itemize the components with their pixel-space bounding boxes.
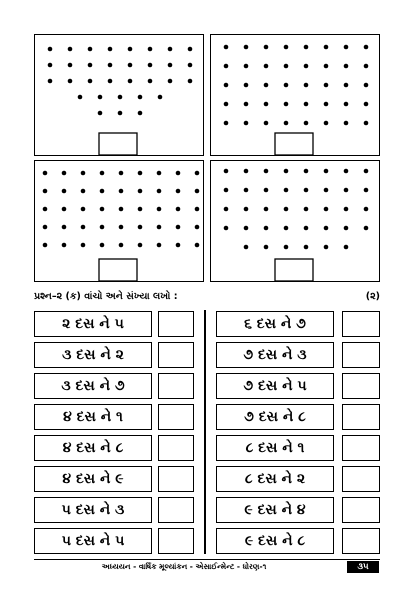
answer-box[interactable]	[158, 311, 194, 337]
dot-panel-2	[210, 34, 380, 156]
answer-box[interactable]	[342, 528, 380, 554]
exercise-prompt	[34, 497, 152, 523]
answer-box[interactable]	[342, 435, 380, 461]
dot	[195, 189, 200, 194]
dot	[324, 245, 329, 250]
dot-grid-4	[211, 161, 381, 283]
dot	[264, 64, 269, 69]
exercise-prompt	[216, 435, 334, 461]
dot	[148, 47, 153, 52]
exercise-row	[216, 466, 380, 492]
dot	[224, 121, 229, 126]
exercise-prompt	[216, 373, 334, 399]
dot	[118, 111, 123, 116]
dot	[224, 83, 229, 88]
dot	[108, 63, 113, 68]
dot	[98, 111, 103, 116]
dot	[88, 63, 93, 68]
exercise-text: ૩ દસ ને ૨	[62, 347, 124, 363]
dot	[195, 225, 200, 230]
dot	[119, 225, 124, 230]
exercise-row	[34, 342, 194, 368]
dot	[43, 207, 48, 212]
dot	[119, 189, 124, 194]
exercise-row	[216, 311, 380, 337]
dot	[244, 64, 249, 69]
dot	[138, 95, 143, 100]
dot	[324, 45, 329, 50]
dot	[364, 45, 369, 50]
exercise-prompt	[216, 466, 334, 492]
exercise-prompt	[34, 311, 152, 337]
answer-box[interactable]	[158, 373, 194, 399]
answer-box[interactable]	[342, 342, 380, 368]
dot	[344, 83, 349, 88]
dot	[188, 79, 193, 84]
answer-box[interactable]	[342, 373, 380, 399]
dot-grid-3	[35, 161, 205, 283]
dot	[81, 207, 86, 212]
dot	[138, 111, 143, 116]
dot	[244, 83, 249, 88]
dot	[264, 45, 269, 50]
footer-text: અધ્યયન - વાર્ષિક મૂલ્યાંકન - એસાઈન્મેન્ટ - ધોરણ-૧	[101, 562, 267, 571]
dot	[344, 45, 349, 50]
dot	[284, 226, 289, 231]
dot	[304, 64, 309, 69]
dot	[128, 63, 133, 68]
dot	[224, 102, 229, 107]
exercise-row	[34, 466, 194, 492]
dot	[284, 102, 289, 107]
exercise-prompt	[216, 404, 334, 430]
dot-panel-3	[34, 160, 204, 282]
dot	[148, 63, 153, 68]
count-answer-box[interactable]	[99, 133, 137, 155]
dot	[304, 188, 309, 193]
dot	[244, 102, 249, 107]
dot	[344, 121, 349, 126]
exercise-text: ૫ દસ ને ૫	[61, 533, 125, 549]
dot	[138, 207, 143, 212]
exercise-prompt	[34, 435, 152, 461]
dot	[344, 226, 349, 231]
question-marks: (૨)	[365, 291, 380, 302]
count-answer-box[interactable]	[275, 133, 313, 155]
dot	[62, 225, 67, 230]
dot	[264, 83, 269, 88]
dot	[81, 171, 86, 176]
dot	[344, 102, 349, 107]
dot	[224, 64, 229, 69]
dot	[168, 63, 173, 68]
exercise-prompt	[216, 497, 334, 523]
exercise-row	[34, 311, 194, 337]
exercise-text: ૯ દસ ને ૮	[244, 533, 306, 549]
dot	[284, 188, 289, 193]
dot	[138, 225, 143, 230]
dot-grid-1	[35, 35, 205, 157]
exercise-text: ૮ દસ ને ૨	[244, 471, 306, 487]
exercise-text: ૪ દસ ને ૯	[62, 471, 124, 487]
dot	[324, 121, 329, 126]
exercise-row	[34, 373, 194, 399]
dot	[324, 83, 329, 88]
dot	[176, 225, 181, 230]
dot	[364, 102, 369, 107]
exercise-text: ૪ દસ ને ૧	[63, 409, 123, 425]
exercise-text: ૫ દસ ને ૩	[61, 502, 125, 518]
exercise-prompt	[34, 404, 152, 430]
dot	[118, 95, 123, 100]
dot	[138, 189, 143, 194]
dot	[264, 121, 269, 126]
dot	[48, 63, 53, 68]
dot	[304, 207, 309, 212]
dot	[244, 121, 249, 126]
exercise-text: ૩ દસ ને ૭	[61, 378, 125, 394]
dot	[108, 47, 113, 52]
dot	[88, 79, 93, 84]
dot	[304, 169, 309, 174]
answer-box[interactable]	[158, 342, 194, 368]
exercise-row	[34, 528, 194, 554]
dot	[48, 47, 53, 52]
dot	[48, 79, 53, 84]
column-divider	[204, 310, 206, 554]
dot	[138, 171, 143, 176]
question-heading	[34, 291, 380, 305]
dot	[304, 226, 309, 231]
dot	[344, 64, 349, 69]
count-answer-box[interactable]	[275, 259, 313, 281]
dot	[157, 207, 162, 212]
dot	[284, 83, 289, 88]
dot	[284, 121, 289, 126]
answer-box[interactable]	[158, 466, 194, 492]
dot	[100, 171, 105, 176]
exercise-prompt	[34, 342, 152, 368]
dot	[168, 79, 173, 84]
dot	[188, 47, 193, 52]
exercise-prompt	[216, 528, 334, 554]
dot	[168, 47, 173, 52]
dot	[244, 245, 249, 250]
exercise-row	[216, 497, 380, 523]
dot	[62, 171, 67, 176]
exercise-prompt	[216, 311, 334, 337]
dot	[344, 188, 349, 193]
dot	[88, 47, 93, 52]
dot	[43, 225, 48, 230]
page-number: ૩૫	[347, 561, 379, 573]
dot	[119, 243, 124, 248]
dot	[98, 95, 103, 100]
dot-grid-2	[211, 35, 381, 157]
answer-box[interactable]	[342, 311, 380, 337]
exercise-text: ૪ દસ ને ૮	[62, 440, 124, 456]
dot	[264, 245, 269, 250]
exercise-row	[34, 435, 194, 461]
dot	[176, 207, 181, 212]
dot	[304, 102, 309, 107]
dot	[100, 207, 105, 212]
dot	[324, 188, 329, 193]
exercise-row	[216, 342, 380, 368]
exercise-text: ૨ દસ ને ૫	[62, 316, 124, 332]
dot	[324, 207, 329, 212]
dot	[344, 169, 349, 174]
dot	[81, 243, 86, 248]
dot	[264, 207, 269, 212]
dot	[43, 189, 48, 194]
exercise-text: ૯ દસ ને ૪	[244, 502, 306, 518]
answer-box[interactable]	[342, 404, 380, 430]
dot	[78, 95, 83, 100]
dot-panel-1	[34, 34, 204, 156]
answer-box[interactable]	[342, 497, 380, 523]
dot	[195, 171, 200, 176]
dot	[128, 47, 133, 52]
exercise-text: ૬ દસ ને ૭	[244, 316, 306, 332]
dot	[138, 243, 143, 248]
dot-panel-4	[210, 160, 380, 282]
dot	[324, 169, 329, 174]
dot	[62, 207, 67, 212]
dot	[157, 243, 162, 248]
exercise-text: ૭ દસ ને ૩	[243, 347, 307, 363]
exercise-text: ૭ દસ ને ૫	[243, 378, 307, 394]
dot	[344, 207, 349, 212]
answer-box[interactable]	[158, 435, 194, 461]
dot	[284, 45, 289, 50]
dot	[62, 243, 67, 248]
dot	[157, 189, 162, 194]
dot	[264, 102, 269, 107]
exercise-text: ૮ દસ ને ૧	[245, 440, 305, 456]
dot	[224, 188, 229, 193]
dot	[100, 189, 105, 194]
answer-box[interactable]	[342, 466, 380, 492]
dot	[68, 47, 73, 52]
dot	[148, 79, 153, 84]
exercise-row	[34, 497, 194, 523]
dot	[364, 64, 369, 69]
count-answer-box[interactable]	[99, 259, 137, 281]
dot	[244, 45, 249, 50]
dot	[62, 189, 67, 194]
dot	[128, 79, 133, 84]
dot	[364, 207, 369, 212]
dot	[43, 243, 48, 248]
dot	[195, 243, 200, 248]
exercise-prompt	[216, 342, 334, 368]
dot	[68, 63, 73, 68]
exercise-row	[216, 528, 380, 554]
dot	[364, 83, 369, 88]
dot	[224, 207, 229, 212]
dot	[324, 102, 329, 107]
exercise-row	[34, 404, 194, 430]
dot	[364, 121, 369, 126]
dot	[284, 245, 289, 250]
dot	[244, 188, 249, 193]
dot	[176, 243, 181, 248]
dot	[244, 207, 249, 212]
dot	[176, 171, 181, 176]
dot	[81, 189, 86, 194]
dot	[81, 225, 86, 230]
dot	[188, 63, 193, 68]
dot	[284, 207, 289, 212]
dot	[224, 45, 229, 50]
exercise-prompt	[34, 528, 152, 554]
dot	[195, 207, 200, 212]
exercise-row	[216, 435, 380, 461]
dot	[264, 188, 269, 193]
answer-box[interactable]	[158, 528, 194, 554]
dot	[344, 245, 349, 250]
exercise-text: ૭ દસ ને ૮	[244, 409, 306, 425]
dot	[364, 169, 369, 174]
dot	[224, 226, 229, 231]
footer-rule	[34, 559, 380, 560]
dot	[68, 79, 73, 84]
dot	[264, 226, 269, 231]
dot	[364, 226, 369, 231]
dot	[364, 188, 369, 193]
dot	[100, 225, 105, 230]
exercise-row	[216, 373, 380, 399]
dot	[284, 169, 289, 174]
dot	[244, 169, 249, 174]
question-label: પ્રશ્ન–૨ (ક) વાંચો અને સંખ્યા લખો :	[34, 291, 178, 302]
dot	[264, 169, 269, 174]
exercise-prompt	[34, 466, 152, 492]
answer-box[interactable]	[158, 404, 194, 430]
dot	[108, 79, 113, 84]
dot	[119, 207, 124, 212]
answer-box[interactable]	[158, 497, 194, 523]
dot	[244, 226, 249, 231]
dot	[304, 121, 309, 126]
dot	[157, 225, 162, 230]
dot	[119, 171, 124, 176]
dot	[284, 64, 289, 69]
dot	[324, 64, 329, 69]
dot	[176, 189, 181, 194]
dot	[100, 243, 105, 248]
dot	[224, 169, 229, 174]
dot	[158, 95, 163, 100]
exercise-row	[216, 404, 380, 430]
dot	[304, 45, 309, 50]
dot	[324, 226, 329, 231]
dot	[304, 245, 309, 250]
exercise-prompt	[34, 373, 152, 399]
dot	[157, 171, 162, 176]
dot	[304, 83, 309, 88]
dot	[43, 171, 48, 176]
